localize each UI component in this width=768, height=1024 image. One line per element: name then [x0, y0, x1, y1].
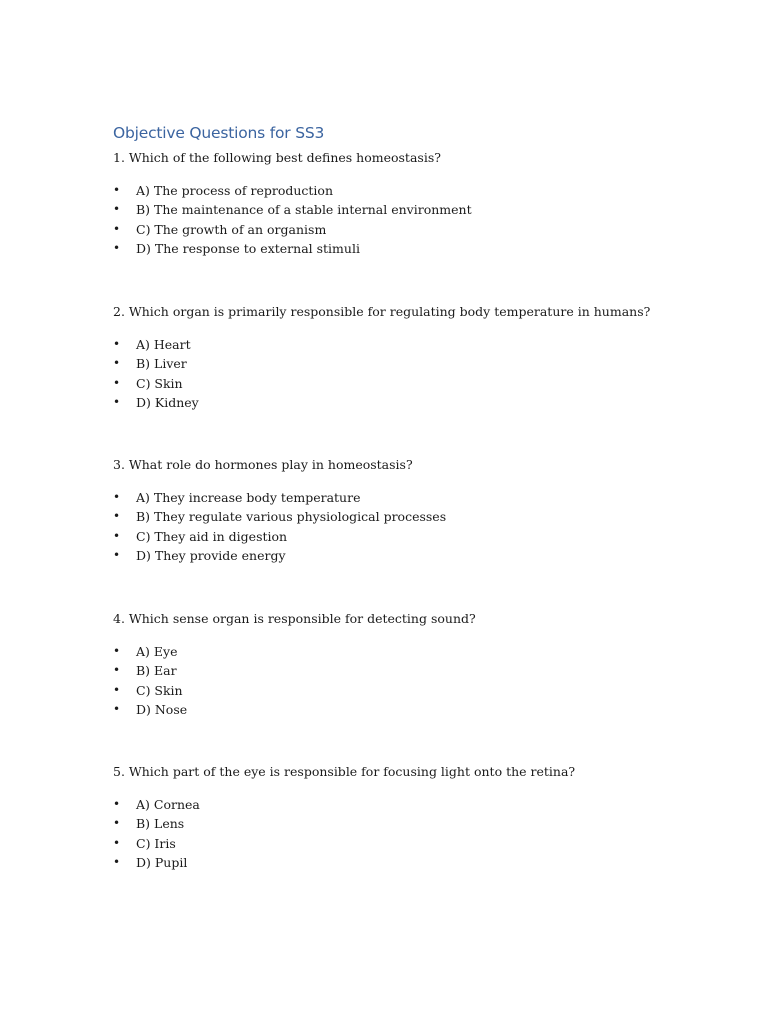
option-item	[113, 853, 733, 872]
option-item	[113, 834, 733, 853]
bullet-icon: •	[113, 528, 121, 543]
option-label: B) Ear	[136, 663, 177, 679]
option-item	[113, 546, 733, 565]
option-list	[113, 181, 733, 258]
option-label: C) Skin	[136, 682, 183, 698]
option-label: B) Lens	[136, 816, 185, 832]
bullet-icon: •	[113, 644, 121, 658]
bullet-icon: •	[113, 240, 121, 255]
option-label: D) Kidney	[136, 394, 199, 410]
question-text: 1. Which of the following best defines homeostasis?	[113, 150, 441, 165]
option-label: A) Eye	[136, 644, 178, 659]
option-item	[113, 335, 733, 354]
option-label: B) Liver	[136, 356, 187, 372]
question-text: 2. Which organ is primarily responsible for regulating body temperature in humans?	[113, 304, 651, 319]
bullet-icon: •	[113, 682, 121, 697]
option-label: D) The response to external stimuli	[136, 240, 360, 256]
question-text: 5. Which part of the eye is responsible for focusing light onto the retina?	[113, 764, 576, 779]
question-block-2	[113, 304, 733, 412]
bullet-icon: •	[113, 202, 121, 217]
bullet-icon: •	[113, 835, 121, 850]
bullet-icon: •	[113, 854, 121, 869]
question-block-5	[113, 764, 733, 872]
option-label: B) They regulate various physiological processes	[136, 509, 447, 525]
bullet-icon: •	[113, 337, 121, 351]
option-label: B) The maintenance of a stable internal environment	[136, 202, 472, 218]
option-list	[113, 488, 733, 565]
option-item	[113, 374, 733, 393]
bullet-icon: •	[113, 375, 121, 390]
option-label: C) The growth of an organism	[136, 221, 327, 237]
option-item	[113, 814, 733, 833]
bullet-icon: •	[113, 701, 121, 716]
option-item	[113, 239, 733, 258]
option-item	[113, 700, 733, 719]
option-label: C) They aid in digestion	[136, 528, 288, 544]
bullet-icon: •	[113, 394, 121, 409]
option-label: D) They provide energy	[136, 547, 286, 563]
bullet-icon: •	[113, 816, 121, 831]
bullet-icon: •	[113, 183, 121, 197]
option-label: D) Pupil	[136, 854, 188, 870]
bullet-icon: •	[113, 509, 121, 524]
option-item	[113, 393, 733, 412]
bullet-icon: •	[113, 356, 121, 371]
option-item	[113, 527, 733, 546]
bullet-icon: •	[113, 797, 121, 811]
option-label: C) Iris	[136, 835, 176, 851]
question-block-4	[113, 611, 733, 719]
option-item	[113, 795, 733, 814]
option-item	[113, 507, 733, 526]
option-item	[113, 220, 733, 239]
bullet-icon: •	[113, 490, 121, 504]
option-item	[113, 681, 733, 700]
document-heading: Objective Questions for SS3	[113, 124, 325, 142]
option-item	[113, 642, 733, 661]
option-item	[113, 661, 733, 680]
bullet-icon: •	[113, 221, 121, 236]
option-item	[113, 354, 733, 373]
option-label: A) Heart	[136, 337, 191, 352]
option-label: C) Skin	[136, 375, 183, 391]
option-label: A) They increase body temperature	[136, 490, 361, 505]
question-block-1	[113, 150, 733, 258]
question-text: 3. What role do hormones play in homeostasis?	[113, 457, 413, 472]
option-label: A) Cornea	[136, 797, 200, 812]
question-text: 4. Which sense organ is responsible for detecting sound?	[113, 611, 476, 626]
option-list	[113, 335, 733, 412]
option-label: D) Nose	[136, 701, 188, 717]
option-item	[113, 200, 733, 219]
bullet-icon: •	[113, 547, 121, 562]
option-item	[113, 181, 733, 200]
option-label: A) The process of reproduction	[136, 183, 333, 198]
question-block-3	[113, 457, 733, 565]
option-item	[113, 488, 733, 507]
bullet-icon: •	[113, 663, 121, 678]
option-list	[113, 795, 733, 872]
option-list	[113, 642, 733, 719]
